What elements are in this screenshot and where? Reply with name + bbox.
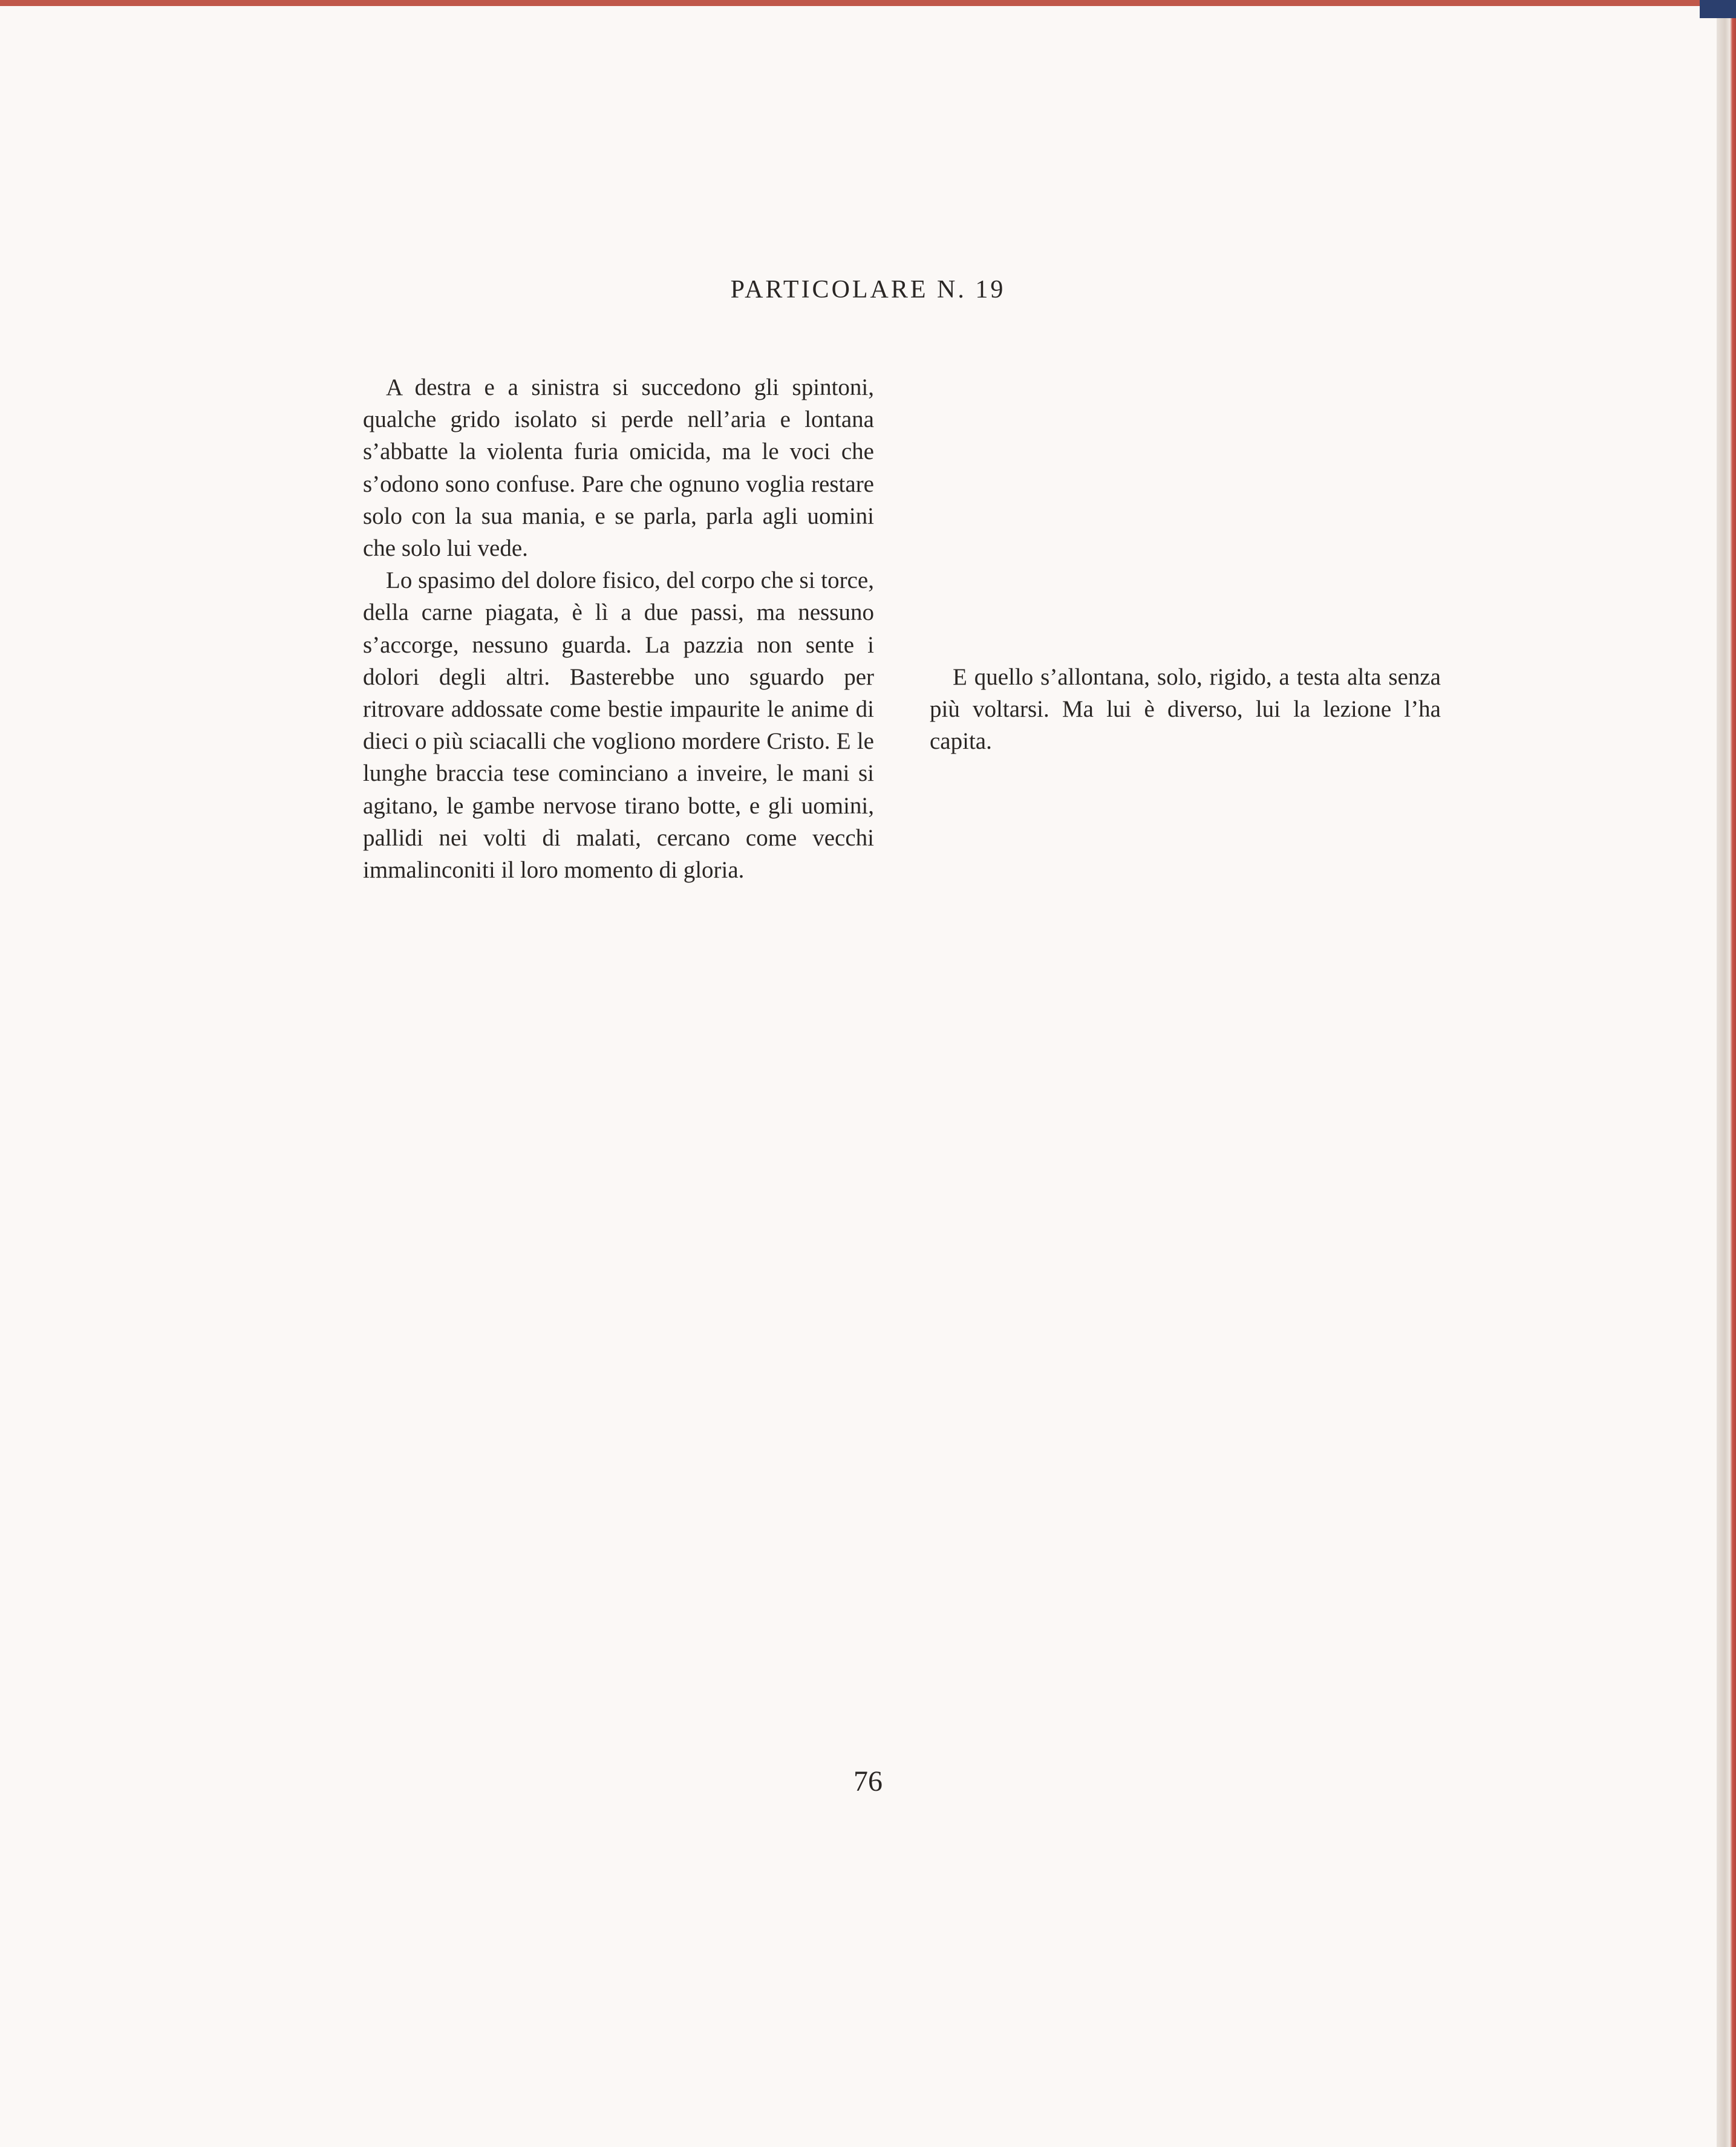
left-column [363, 371, 874, 886]
page-heading: PARTICOLARE N. 19 [730, 276, 1006, 304]
page-corner-band [1700, 0, 1736, 18]
right-column [930, 371, 1441, 757]
paragraph-3: E quello s’allontana, solo, rigido, a testa alta senza più voltarsi. Ma lui è diverso, lui la lezione l’ha capita. [930, 663, 1441, 755]
paragraph-1: A destra e a sinistra si succedono gli spintoni, qualche grido isolato si perde nell’aria e lontana s’abbatte la violenta furia omicida, ma le voci che s’odono sono confuse. Pare che ognuno voglia restare solo con la sua mania, e se parla, parla agli uomini che solo lui vede. [363, 374, 874, 562]
page-top-edge [0, 0, 1736, 6]
column-continuation-space [930, 371, 1441, 661]
page-right-edge [1717, 0, 1736, 2147]
paragraph-2: Lo spasimo del dolore fisico, del corpo che si torce, della carne piagata, è lì a due passi, ma nessuno s’accorge, nessuno guarda. La pazzia non sente i dolori degli altri. Basterebbe uno sguardo per ritrovare addossate come bestie impaurite le anime di dieci o più sciacalli che vogliono mordere Cristo. E le lunghe braccia tese cominciano a inveire, le mani si agitano, le gambe nervose tirano botte, e gli uomini, pallidi nei volti di malati, cercano come vecchi immalinconiti il loro momento di gloria. [363, 567, 874, 884]
page-number: 76 [853, 1765, 883, 1797]
